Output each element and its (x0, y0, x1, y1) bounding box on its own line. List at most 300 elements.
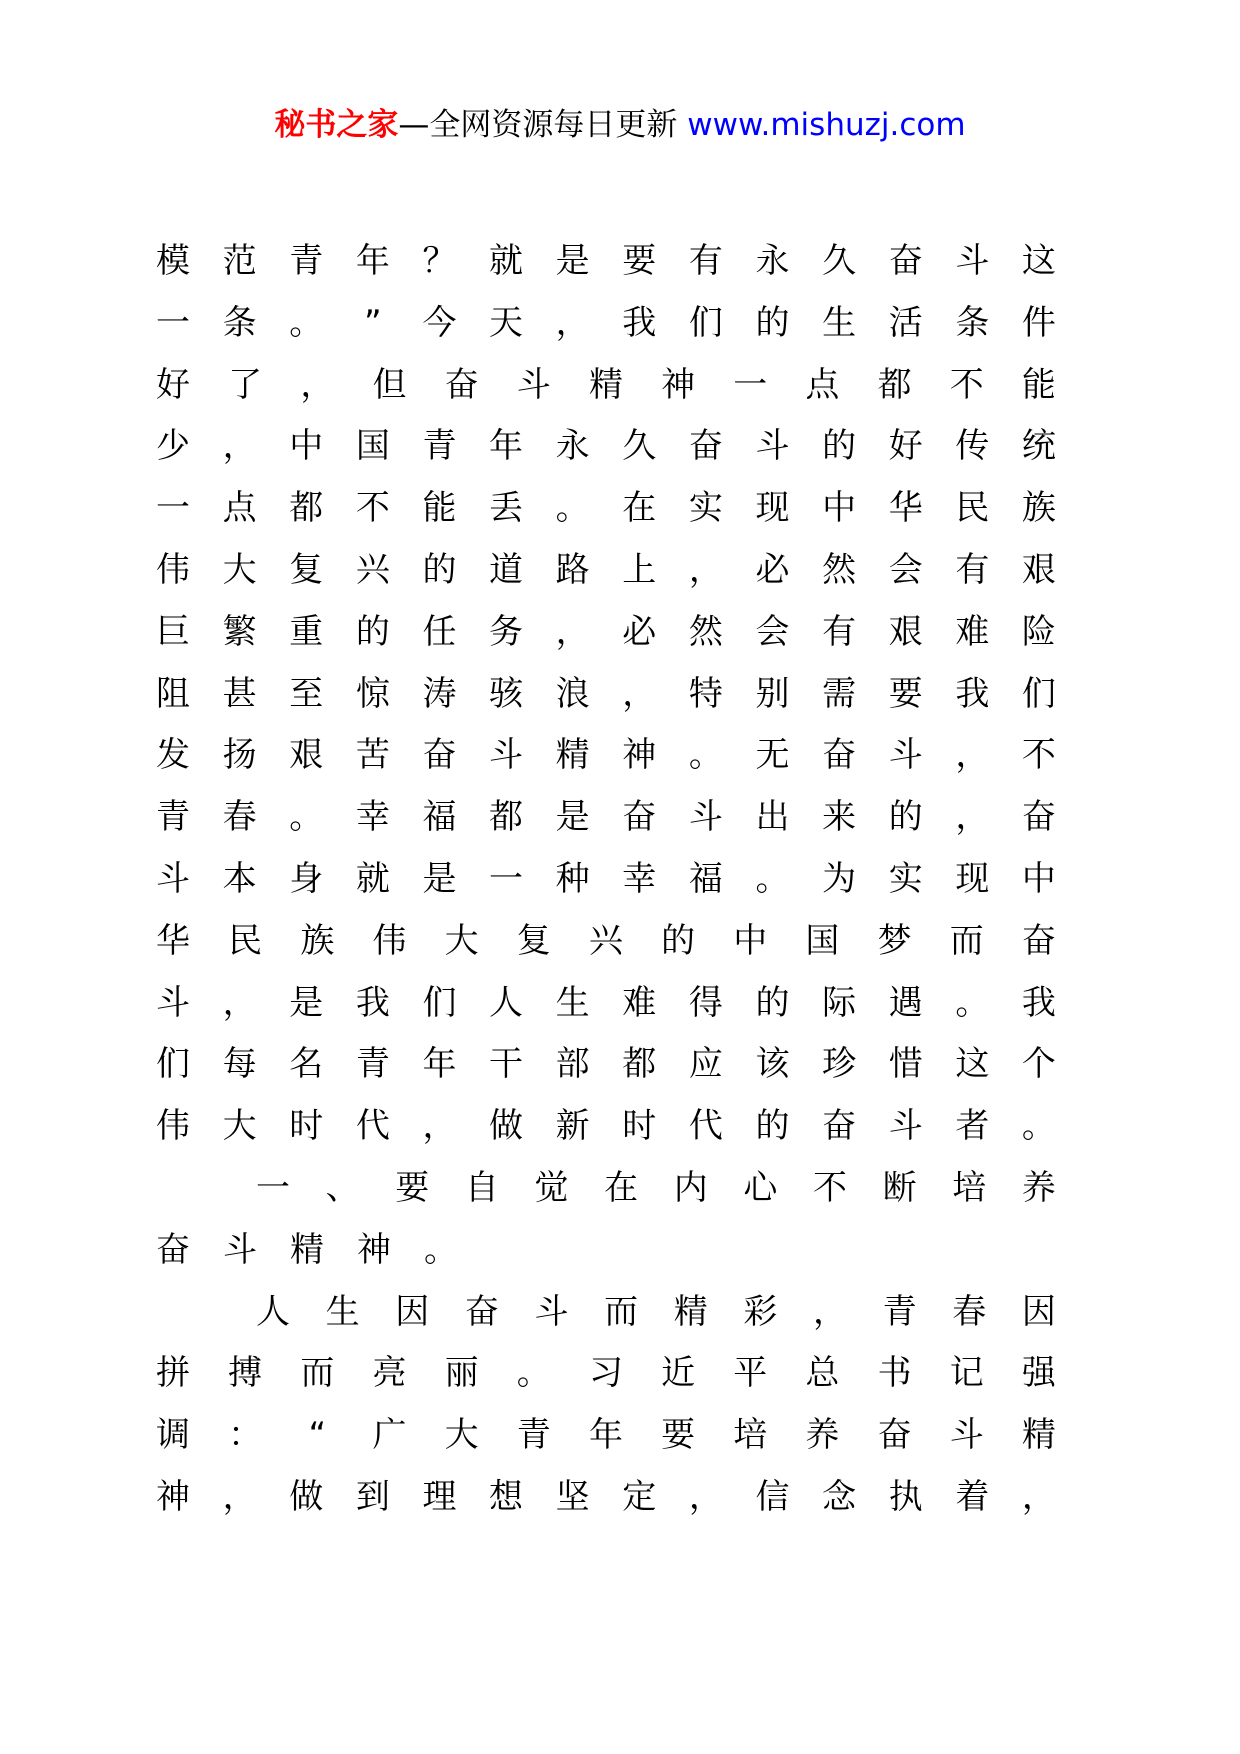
body-char: 点 (805, 364, 840, 405)
body-char: 的 (355, 611, 390, 652)
body-char: 斗 (688, 797, 723, 838)
body-char: 斗 (888, 1106, 923, 1147)
body-line (156, 734, 1056, 796)
body-char: 出 (755, 797, 790, 838)
body-char: 不 (949, 364, 984, 405)
body-char: 青 (289, 241, 324, 281)
body-char: 我 (622, 302, 657, 343)
body-char: 大 (222, 549, 257, 590)
body-char: 精 (290, 1229, 324, 1270)
body-char: 亮 (372, 1353, 407, 1394)
body-char: 了 (228, 364, 263, 405)
body-char: 中 (1021, 858, 1056, 899)
body-char: 的 (822, 426, 857, 467)
body-char: 伟 (372, 920, 407, 961)
body-char: 。 (516, 1353, 551, 1394)
body-char: 斗 (888, 735, 923, 776)
body-char: 国 (355, 426, 390, 467)
body-char: 传 (955, 426, 990, 467)
body-char: 书 (877, 1353, 912, 1394)
body-char: 新 (555, 1106, 590, 1147)
body-char: 我 (955, 673, 990, 714)
body-char: 少 (156, 426, 190, 467)
body-char: 年 (588, 1415, 623, 1456)
body-char: 中 (733, 920, 768, 961)
body-char: 需 (822, 673, 857, 714)
body-char: 任 (422, 611, 457, 652)
body-char: 上 (622, 549, 657, 590)
body-char: ， (688, 1476, 723, 1517)
body-char: 而 (604, 1291, 639, 1332)
body-char: 为 (822, 858, 857, 899)
body-char: 实 (688, 488, 723, 529)
body-line (156, 1229, 1056, 1291)
body-char: 不 (355, 488, 390, 529)
body-char: 无 (755, 735, 790, 776)
body-char: 斗 (156, 982, 190, 1023)
body-char: 的 (422, 549, 457, 590)
body-char: 该 (755, 1044, 790, 1085)
body-char: 大 (444, 920, 479, 961)
body-char: 国 (805, 920, 840, 961)
body-char: 惜 (888, 1044, 923, 1085)
body-line (156, 302, 1056, 364)
body-char: 定 (622, 1476, 657, 1517)
body-char: 点 (222, 488, 257, 529)
body-char: 身 (289, 858, 324, 899)
body-char: 青 (882, 1291, 917, 1332)
body-char: ， (555, 611, 590, 652)
body-char: 梦 (877, 920, 912, 961)
body-char: 神 (357, 1229, 391, 1270)
body-char: 者 (955, 1106, 990, 1147)
body-char: 幸 (622, 858, 657, 899)
body-char: 做 (289, 1476, 324, 1517)
body-char: 。 (289, 302, 324, 343)
body-char: 时 (289, 1106, 324, 1147)
body-char: 这 (955, 1044, 990, 1085)
body-char: 是 (289, 982, 324, 1023)
body-char: 际 (822, 982, 857, 1023)
body-char: ？ (422, 241, 457, 281)
body-char: 培 (952, 1167, 987, 1208)
body-char: ， (422, 1106, 457, 1147)
body-char: 。 (755, 858, 790, 899)
body-char: 苦 (355, 735, 390, 776)
body-char: 实 (888, 858, 923, 899)
body-char: 的 (888, 797, 923, 838)
body-char: 着 (955, 1476, 990, 1517)
body-char: 扬 (222, 735, 257, 776)
body-char: 一 (733, 364, 768, 405)
body-char: 道 (489, 549, 524, 590)
body-char: 珍 (822, 1044, 857, 1085)
body-char: 斗 (755, 426, 790, 467)
body-char: 会 (755, 611, 790, 652)
body-char: 春 (222, 797, 257, 838)
body-char: 青 (355, 1044, 390, 1085)
body-char: 天 (489, 302, 524, 343)
body-char: 奋 (822, 1106, 857, 1147)
body-char: 福 (422, 797, 457, 838)
body-char: 奋 (888, 241, 923, 281)
body-line (156, 1352, 1056, 1414)
body-char: 彩 (743, 1291, 778, 1332)
body-char: 来 (822, 797, 857, 838)
body-char: 、 (325, 1167, 360, 1208)
body-char: 发 (156, 735, 190, 776)
body-char: 丽 (444, 1353, 479, 1394)
body-char: 华 (888, 488, 923, 529)
body-char: 心 (743, 1167, 778, 1208)
body-char: 有 (822, 611, 857, 652)
body-char: 艰 (289, 735, 324, 776)
body-char: 内 (673, 1167, 708, 1208)
body-line (156, 425, 1056, 487)
body-char: ， (300, 364, 335, 405)
body-char: 我 (355, 982, 390, 1023)
body-char: ， (622, 673, 657, 714)
body-char: 久 (822, 241, 857, 281)
body-char: 都 (289, 488, 324, 529)
body-char: 。 (1021, 1106, 1056, 1147)
body-char: ， (222, 982, 257, 1023)
body-char: 艰 (1021, 549, 1056, 590)
body-char: 斗 (949, 1415, 984, 1456)
body-char: 是 (555, 797, 590, 838)
body-char: 们 (688, 302, 723, 343)
body-char: ” (364, 302, 382, 343)
body-line (156, 920, 1056, 982)
body-char: 而 (949, 920, 984, 961)
body-char: 要 (661, 1415, 696, 1456)
body-char: 件 (1021, 302, 1056, 343)
body-char: 一 (156, 302, 190, 343)
body-line (156, 487, 1056, 549)
body-char: 年 (355, 241, 390, 281)
body-char: 统 (1021, 426, 1056, 467)
body-char: 的 (755, 982, 790, 1023)
body-char: 奋 (688, 426, 723, 467)
body-char: 能 (422, 488, 457, 529)
body-char: 必 (622, 611, 657, 652)
body-char: 生 (325, 1291, 360, 1332)
body-char: 培 (733, 1415, 768, 1456)
body-char: 是 (555, 241, 590, 281)
body-char: 现 (955, 858, 990, 899)
body-char: 斗 (534, 1291, 569, 1332)
body-char: 有 (955, 549, 990, 590)
body-char: 。 (289, 797, 324, 838)
body-char: 广 (372, 1415, 407, 1456)
body-char: 不 (1021, 735, 1056, 776)
body-char: 坚 (555, 1476, 590, 1517)
body-line (156, 1476, 1056, 1538)
body-char: 。 (688, 735, 723, 776)
body-char: 精 (555, 735, 590, 776)
body-char: 都 (877, 364, 912, 405)
body-char: 人 (489, 982, 524, 1023)
body-char: 因 (395, 1291, 430, 1332)
body-char: 春 (952, 1291, 987, 1332)
body-char: “ (308, 1415, 327, 1456)
body-char: 习 (588, 1353, 623, 1394)
body-char: 每 (222, 1044, 257, 1085)
body-char: 兴 (355, 549, 390, 590)
body-char: 奋 (444, 364, 479, 405)
body-char: 遇 (888, 982, 923, 1023)
body-char: 青 (156, 797, 190, 838)
body-char: 因 (1021, 1291, 1056, 1332)
body-char: 到 (355, 1476, 390, 1517)
body-char: 浪 (555, 673, 590, 714)
body-char: 难 (622, 982, 657, 1023)
body-char: 奋 (622, 797, 657, 838)
body-char: 奋 (877, 1415, 912, 1456)
body-char: 中 (289, 426, 324, 467)
body-char: 强 (1021, 1353, 1056, 1394)
body-char: 斗 (156, 858, 190, 899)
body-char: 伟 (156, 1106, 190, 1147)
body-char: 奋 (156, 1229, 190, 1270)
body-char: 精 (673, 1291, 708, 1332)
body-char: 生 (555, 982, 590, 1023)
body-char: 总 (805, 1353, 840, 1394)
body-char: 要 (395, 1167, 430, 1208)
body-line (156, 364, 1056, 426)
body-char: 养 (1021, 1167, 1056, 1208)
body-char: 巨 (156, 611, 190, 652)
body-char: 。 (955, 982, 990, 1023)
body-char: 然 (688, 611, 723, 652)
body-char: 名 (289, 1044, 324, 1085)
body-char: 都 (489, 797, 524, 838)
body-char: 搏 (228, 1353, 263, 1394)
body-char: 精 (588, 364, 623, 405)
body-char: 青 (516, 1415, 551, 1456)
body-char: ， (222, 426, 257, 467)
body-char: 族 (300, 920, 335, 961)
body-char: 就 (489, 241, 524, 281)
body-char: 代 (688, 1106, 723, 1147)
body-char: 的 (755, 302, 790, 343)
body-char: 阻 (156, 673, 190, 714)
body-char: 的 (661, 920, 696, 961)
body-char: 斗 (489, 735, 524, 776)
body-char: 繁 (222, 611, 257, 652)
body-char: 拼 (156, 1353, 190, 1394)
body-char: 的 (755, 1106, 790, 1147)
body-char: 奋 (822, 735, 857, 776)
body-char: 本 (222, 858, 257, 899)
body-char: 们 (156, 1044, 190, 1085)
body-char: 务 (489, 611, 524, 652)
body-char: 路 (555, 549, 590, 590)
body-char: 斗 (955, 241, 990, 281)
body-line (156, 858, 1056, 920)
body-char: 在 (622, 488, 657, 529)
body-line (156, 1291, 1056, 1353)
body-char: 我 (1021, 982, 1056, 1023)
body-char: 精 (1021, 1415, 1056, 1456)
body-char: 但 (372, 364, 407, 405)
body-char: 模 (156, 241, 190, 281)
body-char: ， (555, 302, 590, 343)
body-char: 幸 (355, 797, 390, 838)
body-char: 而 (300, 1353, 335, 1394)
body-char: 应 (688, 1044, 723, 1085)
body-char: ， (222, 1476, 257, 1517)
body-char: 们 (422, 982, 457, 1023)
body-char: 活 (888, 302, 923, 343)
body-char: 个 (1021, 1044, 1056, 1085)
body-char: 族 (1021, 488, 1056, 529)
body-char: 想 (489, 1476, 524, 1517)
body-char: 奋 (1021, 920, 1056, 961)
body-line (156, 673, 1056, 735)
body-char: 条 (222, 302, 257, 343)
body-char: 伟 (156, 549, 190, 590)
body-char: 养 (805, 1415, 840, 1456)
body-char: 涛 (422, 673, 457, 714)
body-char: 得 (688, 982, 723, 1023)
body-char: 近 (661, 1353, 696, 1394)
body-char: 险 (1021, 611, 1056, 652)
body-char: 永 (555, 426, 590, 467)
body-char: 斗 (223, 1229, 257, 1270)
body-char: 是 (422, 858, 457, 899)
body-char: 民 (228, 920, 263, 961)
body-char: 艰 (888, 611, 923, 652)
page-header (0, 104, 1240, 146)
body-char: 现 (755, 488, 790, 529)
body-char: 惊 (355, 673, 390, 714)
body-char: 必 (755, 549, 790, 590)
body-char: 骇 (489, 673, 524, 714)
body-char: ， (1021, 1476, 1056, 1517)
body-char: ： (228, 1415, 263, 1456)
brand-name: 秘书之家 (274, 107, 399, 143)
body-line (156, 611, 1056, 673)
body-char: 自 (464, 1167, 499, 1208)
body-char: 生 (822, 302, 857, 343)
body-char: 华 (156, 920, 190, 961)
body-char: 平 (733, 1353, 768, 1394)
body-char: 都 (622, 1044, 657, 1085)
body-line (156, 240, 1056, 302)
body-char: 今 (422, 302, 457, 343)
body-char: ， (955, 735, 990, 776)
body-char: 年 (489, 426, 524, 467)
body-char: 特 (688, 673, 723, 714)
body-char: 然 (822, 549, 857, 590)
body-char: 觉 (534, 1167, 569, 1208)
body-char: 年 (422, 1044, 457, 1085)
body-char: 在 (604, 1167, 639, 1208)
body-char: 种 (555, 858, 590, 899)
body-char: 神 (156, 1476, 190, 1517)
body-char: 会 (888, 549, 923, 590)
body-char: 福 (688, 858, 723, 899)
body-char: 要 (888, 673, 923, 714)
body-char: 甚 (222, 673, 257, 714)
body-char: 这 (1021, 241, 1056, 281)
header-tagline: —全网资源每日更新 (398, 107, 678, 143)
body-line (156, 796, 1056, 858)
body-char: 调 (156, 1415, 190, 1456)
body-char: 民 (955, 488, 990, 529)
body-char: 要 (622, 241, 657, 281)
body-char: 兴 (588, 920, 623, 961)
body-char: 至 (289, 673, 324, 714)
body-char: 。 (424, 1229, 458, 1270)
body-line (156, 1167, 1056, 1229)
body-char: 一 (256, 1167, 290, 1208)
body-line (156, 1043, 1056, 1105)
body-char: 不 (813, 1167, 847, 1208)
body-char: 。 (555, 488, 590, 529)
body-char: 奋 (464, 1291, 499, 1332)
body-char: 神 (661, 364, 696, 405)
body-char: 斗 (516, 364, 551, 405)
body-char: 部 (555, 1044, 590, 1085)
body-char: 复 (289, 549, 324, 590)
body-char: 丢 (489, 488, 524, 529)
body-char: 大 (222, 1106, 257, 1147)
body-char: 重 (289, 611, 324, 652)
body-char: 就 (355, 858, 390, 899)
body-char: 久 (622, 426, 657, 467)
body-char: 一 (489, 858, 524, 899)
body-char: 理 (422, 1476, 457, 1517)
body-char: 好 (156, 364, 190, 405)
body-line (156, 1105, 1056, 1167)
body-char: 代 (355, 1106, 390, 1147)
body-char: 能 (1021, 364, 1056, 405)
body-char: ， (955, 797, 990, 838)
site-url[interactable]: www.mishuzj.com (687, 107, 966, 143)
body-char: 信 (755, 1476, 790, 1517)
body-char: 永 (755, 241, 790, 281)
document-body (156, 240, 1056, 1538)
body-char: 奋 (422, 735, 457, 776)
body-char: ， (688, 549, 723, 590)
body-char: 记 (949, 1353, 984, 1394)
body-char: 念 (822, 1476, 857, 1517)
body-char: ， (813, 1291, 847, 1332)
body-char: 大 (444, 1415, 479, 1456)
body-char: 有 (688, 241, 723, 281)
body-char: 别 (755, 673, 790, 714)
body-char: 中 (822, 488, 857, 529)
body-char: 神 (622, 735, 657, 776)
body-char: 奋 (1021, 797, 1056, 838)
body-char: 时 (622, 1106, 657, 1147)
body-char: 一 (156, 488, 190, 529)
body-line (156, 1414, 1056, 1476)
body-char: 执 (888, 1476, 923, 1517)
body-char: 难 (955, 611, 990, 652)
body-char: 范 (222, 241, 257, 281)
body-char: 好 (888, 426, 923, 467)
body-line (156, 549, 1056, 611)
body-line (156, 982, 1056, 1044)
body-char: 青 (422, 426, 457, 467)
body-char: 人 (256, 1291, 290, 1332)
body-char: 条 (955, 302, 990, 343)
body-char: 断 (882, 1167, 917, 1208)
body-char: 干 (489, 1044, 524, 1085)
